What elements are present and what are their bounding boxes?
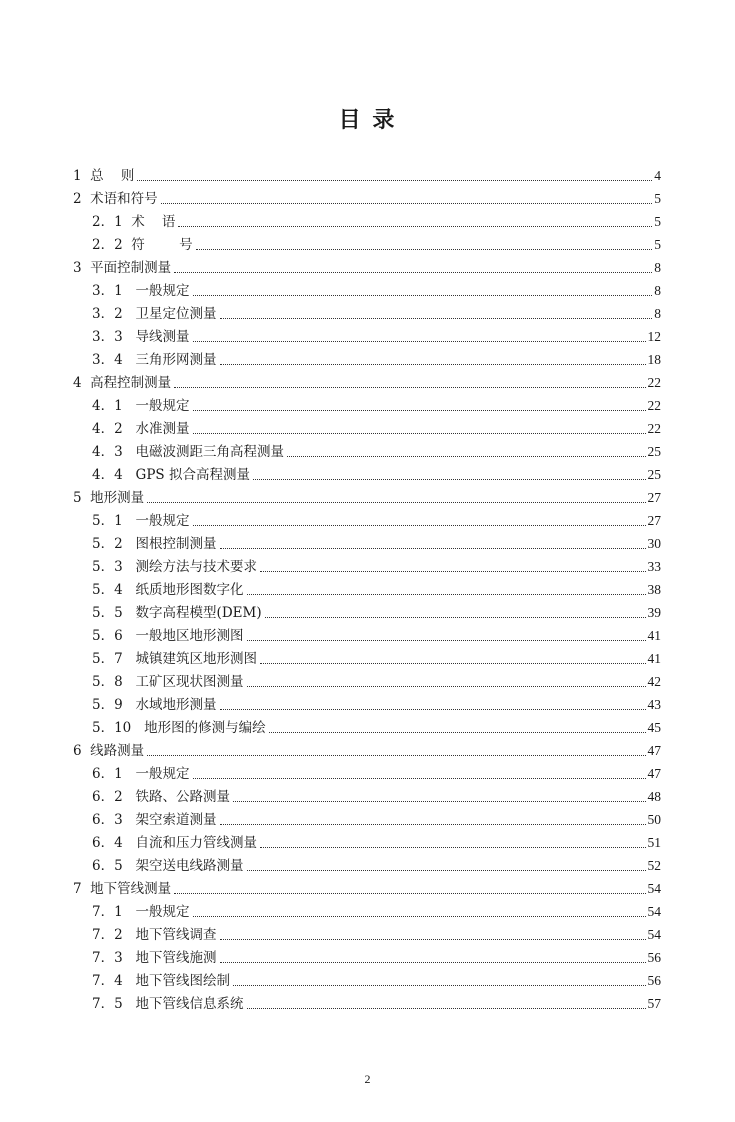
toc-entry-page: 39 xyxy=(647,605,661,620)
toc-entry-page: 43 xyxy=(647,697,661,712)
toc-entry-label: 5．2 图根控制测量 xyxy=(92,536,217,552)
toc-entry-page: 27 xyxy=(647,490,661,505)
dot-leader xyxy=(147,502,645,503)
toc-entry-page: 56 xyxy=(647,950,661,965)
dot-leader xyxy=(137,180,652,181)
toc-entry-page: 5 xyxy=(654,237,661,252)
toc-entry[interactable] xyxy=(92,325,661,345)
toc-entry-label: 4 高程控制测量 xyxy=(73,375,172,391)
dot-leader xyxy=(174,387,645,388)
dot-leader xyxy=(247,1008,646,1009)
dot-leader xyxy=(253,479,646,480)
dot-leader xyxy=(220,824,646,825)
toc-entry-page: 51 xyxy=(647,835,661,850)
toc-entry-label: 3 平面控制测量 xyxy=(73,260,172,276)
dot-leader xyxy=(220,939,646,940)
toc-entry-page: 5 xyxy=(654,191,661,206)
toc-entry[interactable] xyxy=(92,555,661,575)
dot-leader xyxy=(193,433,646,434)
toc-entry[interactable] xyxy=(92,509,661,529)
toc-entry-page: 8 xyxy=(654,306,661,321)
dot-leader xyxy=(161,203,652,204)
toc-entry[interactable] xyxy=(92,440,661,460)
dot-leader xyxy=(233,801,645,802)
toc-entry-page: 54 xyxy=(647,881,661,896)
toc-entry-label: 1 总 则 xyxy=(73,168,135,184)
page-title: 目 录 xyxy=(338,108,397,133)
toc-entry-label: 5．7 城镇建筑区地形测图 xyxy=(92,651,258,667)
toc-entry-page: 47 xyxy=(647,766,661,781)
toc-entry[interactable] xyxy=(92,210,661,230)
dot-leader xyxy=(193,295,652,296)
toc-entry-label: 3．1 一般规定 xyxy=(92,283,190,299)
dot-leader xyxy=(193,916,646,917)
toc-entry-label: 7 地下管线测量 xyxy=(73,881,172,897)
toc-entry-page: 30 xyxy=(647,536,661,551)
toc-entry-page: 12 xyxy=(647,329,661,344)
toc-entry[interactable] xyxy=(92,854,661,874)
dot-leader xyxy=(233,985,645,986)
toc-entry-label: 5．4 纸质地形图数字化 xyxy=(92,582,244,598)
dot-leader xyxy=(260,663,645,664)
toc-entry-page: 25 xyxy=(647,444,661,459)
toc-entry[interactable] xyxy=(92,831,661,851)
toc-entry[interactable] xyxy=(92,394,661,414)
dot-leader xyxy=(260,571,645,572)
toc-entry-page: 50 xyxy=(647,812,661,827)
toc-entry-label: 7．4 地下管线图绘制 xyxy=(92,973,231,989)
toc-entry-page: 48 xyxy=(647,789,661,804)
toc-entry-label: 6．5 架空送电线路测量 xyxy=(92,858,244,874)
toc-entry-label: 2．2 符 号 xyxy=(92,237,193,253)
toc-entry[interactable] xyxy=(92,992,661,1012)
dot-leader xyxy=(247,594,646,595)
dot-leader xyxy=(196,249,652,250)
toc-entry[interactable] xyxy=(92,624,661,644)
toc-entry-label: 5．8 工矿区现状图测量 xyxy=(92,674,244,690)
toc-entry-label: 6 线路测量 xyxy=(73,743,145,759)
toc-entry-page: 57 xyxy=(647,996,661,1011)
toc-entry-page: 38 xyxy=(647,582,661,597)
toc-entry[interactable] xyxy=(92,647,661,667)
toc-entry-page: 8 xyxy=(654,260,661,275)
toc-entry-label: 4．1 一般规定 xyxy=(92,398,190,414)
dot-leader xyxy=(220,364,646,365)
toc-entry[interactable] xyxy=(92,670,661,690)
dot-leader xyxy=(247,640,646,641)
dot-leader xyxy=(174,272,652,273)
toc-entry-page: 18 xyxy=(647,352,661,367)
toc-entry-label: 5．5 数字高程模型(DEM) xyxy=(92,605,262,621)
toc-entry[interactable] xyxy=(92,969,661,989)
toc-entry-label: 5．9 水域地形测量 xyxy=(92,697,217,713)
toc-entry[interactable] xyxy=(92,762,661,782)
toc-entry-page: 56 xyxy=(647,973,661,988)
toc-entry-label: 4．3 电磁波测距三角高程测量 xyxy=(92,444,285,460)
dot-leader xyxy=(193,341,646,342)
toc-entry[interactable] xyxy=(92,417,661,437)
toc-entry[interactable] xyxy=(73,739,661,759)
dot-leader xyxy=(247,870,646,871)
toc-entry-page: 42 xyxy=(647,674,661,689)
toc-entry-label: 6．2 铁路、公路测量 xyxy=(92,789,231,805)
toc-entry[interactable] xyxy=(92,716,661,736)
toc-entry-label: 2．1 术 语 xyxy=(92,214,176,230)
toc-entry[interactable] xyxy=(92,302,661,322)
toc-entry-label: 3．2 卫星定位测量 xyxy=(92,306,217,322)
dot-leader xyxy=(269,732,646,733)
toc-entry[interactable] xyxy=(92,463,661,483)
dot-leader xyxy=(178,226,652,227)
dot-leader xyxy=(193,778,646,779)
dot-leader xyxy=(220,962,646,963)
toc-entry-page: 5 xyxy=(654,214,661,229)
toc-entry[interactable] xyxy=(92,578,661,598)
toc-entry-label: 7．5 地下管线信息系统 xyxy=(92,996,244,1012)
toc-entry-label: 6．4 自流和压力管线测量 xyxy=(92,835,258,851)
toc-entry[interactable] xyxy=(73,486,661,506)
page-number: 2 xyxy=(364,1072,371,1086)
dot-leader xyxy=(147,755,645,756)
toc-entry[interactable] xyxy=(92,233,661,253)
toc-entry[interactable] xyxy=(92,532,661,552)
toc-entry[interactable] xyxy=(92,900,661,920)
toc-entry-label: 6．1 一般规定 xyxy=(92,766,190,782)
dot-leader xyxy=(193,525,646,526)
dot-leader xyxy=(193,410,646,411)
dot-leader xyxy=(260,847,645,848)
toc-entry-label: 5．10 地形图的修测与编绘 xyxy=(92,720,266,736)
toc-entry[interactable] xyxy=(73,256,661,276)
toc-entry-page: 41 xyxy=(647,651,661,666)
toc-entry-label: 7．2 地下管线调查 xyxy=(92,927,217,943)
dot-leader xyxy=(287,456,645,457)
toc-entry-label: 5．6 一般地区地形测图 xyxy=(92,628,244,644)
toc-entry-label: 3．4 三角形网测量 xyxy=(92,352,217,368)
toc-entry-label: 5 地形测量 xyxy=(73,490,145,506)
toc-entry[interactable] xyxy=(92,693,661,713)
dot-leader xyxy=(265,617,646,618)
toc-entry-label: 7．3 地下管线施测 xyxy=(92,950,217,966)
toc-entry-label: 7．1 一般规定 xyxy=(92,904,190,920)
toc-entry-page: 22 xyxy=(647,398,661,413)
toc-entry-label: 5．3 测绘方法与技术要求 xyxy=(92,559,258,575)
toc-entry[interactable] xyxy=(92,923,661,943)
toc-entry-page: 27 xyxy=(647,513,661,528)
toc-entry[interactable] xyxy=(73,164,661,184)
toc-entry[interactable] xyxy=(92,348,661,368)
dot-leader xyxy=(247,686,646,687)
toc-entry-page: 22 xyxy=(647,375,661,390)
toc-entry-page: 33 xyxy=(647,559,661,574)
toc-entry[interactable] xyxy=(73,187,661,207)
toc-entry-label: 4．4 GPS 拟合高程测量 xyxy=(92,467,250,483)
dot-leader xyxy=(220,318,652,319)
toc-entry[interactable] xyxy=(92,785,661,805)
toc-entry-label: 4．2 水准测量 xyxy=(92,421,190,437)
toc-entry-page: 25 xyxy=(647,467,661,482)
toc-entry[interactable] xyxy=(73,877,661,897)
toc-entry-page: 54 xyxy=(647,904,661,919)
toc-entry-page: 4 xyxy=(654,168,661,183)
toc-entry[interactable] xyxy=(92,808,661,828)
dot-leader xyxy=(220,548,646,549)
toc-entry-page: 54 xyxy=(647,927,661,942)
toc-entry-page: 47 xyxy=(647,743,661,758)
toc-entry[interactable] xyxy=(92,279,661,299)
toc-entry[interactable] xyxy=(73,371,661,391)
dot-leader xyxy=(220,709,646,710)
toc-entry-page: 41 xyxy=(647,628,661,643)
toc-entry-label: 2 术语和符号 xyxy=(73,191,158,207)
toc-entry-page: 22 xyxy=(647,421,661,436)
toc-entry-label: 5．1 一般规定 xyxy=(92,513,190,529)
toc-entry-label: 3．3 导线测量 xyxy=(92,329,190,345)
toc-entry-page: 52 xyxy=(647,858,661,873)
toc-entry-label: 6．3 架空索道测量 xyxy=(92,812,217,828)
toc-entry-page: 8 xyxy=(654,283,661,298)
dot-leader xyxy=(174,893,645,894)
toc-entry[interactable] xyxy=(92,946,661,966)
toc-entry[interactable] xyxy=(92,601,661,621)
toc-entry-page: 45 xyxy=(647,720,661,735)
